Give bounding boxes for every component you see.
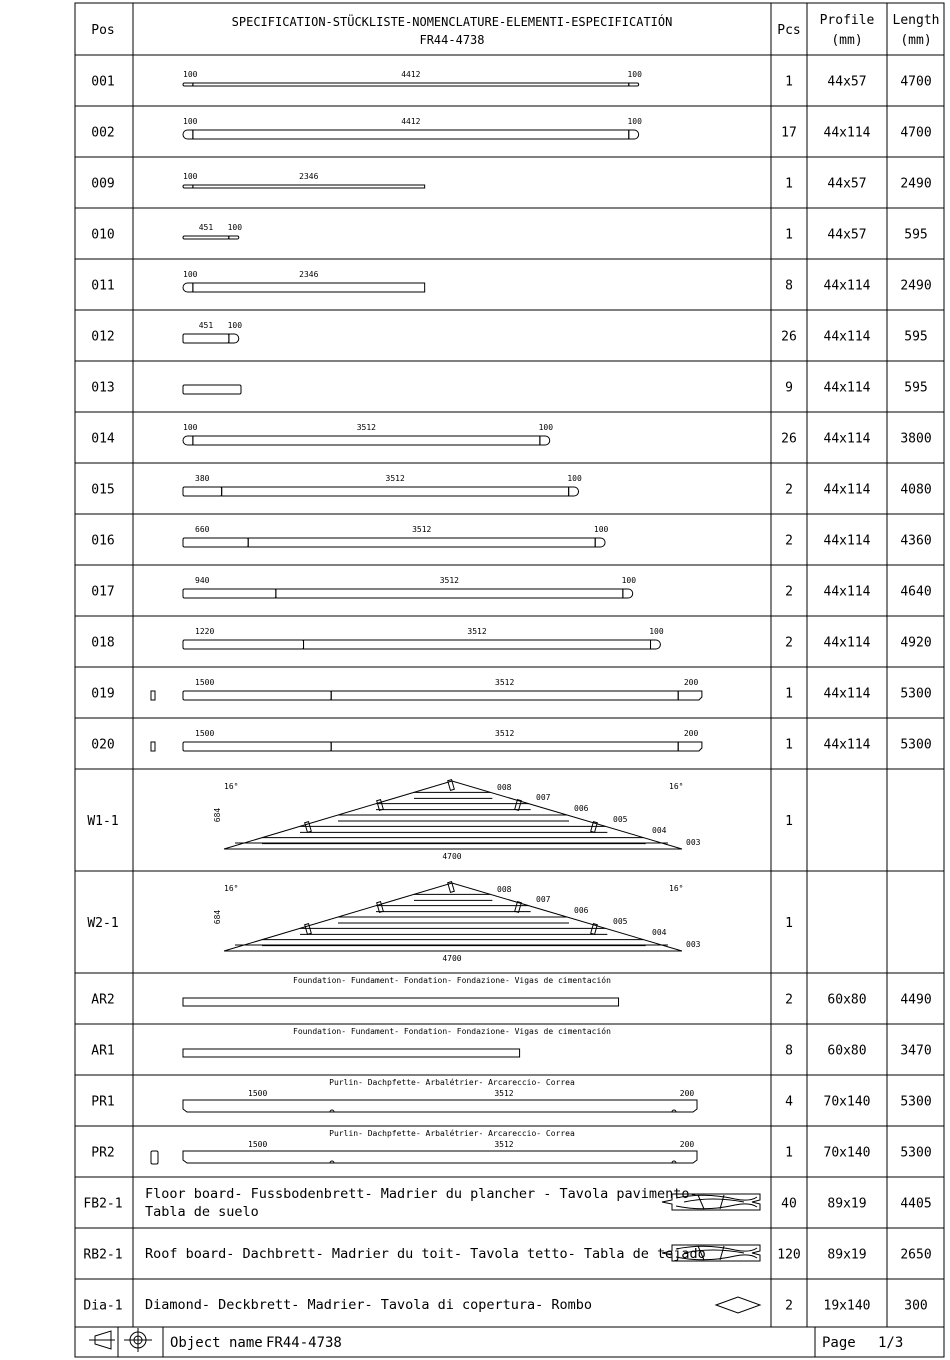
dimension-label: 100 <box>227 223 243 232</box>
pcs-cell: 120 <box>777 1247 801 1263</box>
pcs-cell: 2 <box>785 533 793 549</box>
object-name-label: Object name <box>170 1335 263 1351</box>
table-row <box>91 117 931 141</box>
pos-cell: 009 <box>91 176 115 192</box>
log-segment <box>276 589 623 598</box>
dimension-label: 100 <box>538 423 554 432</box>
profile-cell: 89x19 <box>827 1247 867 1263</box>
pcs-header: Pcs <box>777 23 801 38</box>
pcs-cell: 1 <box>785 176 793 192</box>
purlin-drawing <box>151 1128 697 1164</box>
title-block <box>89 1328 903 1352</box>
dimension-label: 200 <box>679 1140 695 1149</box>
pos-cell: RB2-1 <box>83 1247 123 1263</box>
log-drawing <box>151 678 702 700</box>
gable-drawing <box>213 882 701 963</box>
pcs-cell: 2 <box>785 635 793 651</box>
log-drawing <box>183 525 609 547</box>
parts-rows <box>83 70 931 1314</box>
purlin-caption: Purlin- Dachpfette- Arbalétrier- Arcareccio- Correa <box>329 1129 575 1138</box>
pcs-cell: 1 <box>785 74 793 90</box>
pos-cell: Dia-1 <box>83 1298 123 1314</box>
beam-outline <box>183 1049 520 1057</box>
pcs-cell: 26 <box>781 329 797 345</box>
table-row <box>83 1297 927 1314</box>
log-end-segment <box>183 436 193 445</box>
profile-cell: 44x114 <box>823 278 871 294</box>
pcs-cell: 40 <box>781 1196 797 1212</box>
log-segment <box>183 487 222 496</box>
length-header: Length <box>892 13 940 28</box>
pos-cell: 012 <box>91 329 115 345</box>
dimension-label: 3512 <box>494 1140 514 1149</box>
pos-cell: 017 <box>91 584 115 600</box>
dimension-label: 3512 <box>356 423 377 432</box>
log-drawing <box>183 423 553 445</box>
length-cell: 595 <box>904 380 928 396</box>
log-drawing <box>183 70 642 86</box>
pos-cell: 019 <box>91 686 115 702</box>
part-label: 004 <box>652 826 667 835</box>
page-number: 1/3 <box>878 1335 904 1351</box>
height-label: 684 <box>213 909 222 925</box>
log-segment <box>183 538 248 547</box>
log-segment <box>222 487 569 496</box>
part-label: 003 <box>686 838 701 847</box>
dimension-label: 2346 <box>299 270 319 279</box>
width-label: 4700 <box>442 954 462 963</box>
table-row <box>91 70 931 90</box>
dimension-label: 940 <box>195 576 210 585</box>
dimension-label: 1220 <box>195 627 215 636</box>
dimension-label: 2346 <box>299 172 319 181</box>
dimension-label: 1500 <box>248 1089 268 1098</box>
table-row <box>91 525 931 549</box>
table-row <box>91 1026 931 1059</box>
dimension-label: 100 <box>183 70 198 79</box>
pos-cell: 015 <box>91 482 115 498</box>
section-mark <box>151 691 155 700</box>
pos-cell: 013 <box>91 380 115 396</box>
profile-cell: 44x57 <box>827 74 867 90</box>
log-end-segment <box>183 283 193 292</box>
table-row <box>83 1245 931 1263</box>
log-segment <box>193 130 629 139</box>
pcs-cell: 1 <box>785 916 793 931</box>
board-row-content <box>145 1186 760 1220</box>
log-end-segment <box>595 538 605 547</box>
length-cell: 300 <box>904 1298 928 1314</box>
log-end-segment <box>569 487 579 496</box>
dimension-label: 100 <box>593 525 609 534</box>
dimension-label: 100 <box>183 117 198 126</box>
purlin-drawing <box>183 1077 697 1112</box>
log-segment <box>304 640 651 649</box>
length-cell: 5300 <box>900 1145 932 1161</box>
profile-cell: 44x114 <box>823 329 871 345</box>
dimension-label: 3512 <box>439 576 459 585</box>
board-description: Diamond- Deckbrett- Madrier- Tavola di copertura- Rombo <box>145 1297 593 1313</box>
dimension-label: 4412 <box>401 70 421 79</box>
dimension-label: 4412 <box>401 117 421 126</box>
pcs-cell: 17 <box>781 125 797 141</box>
table-row <box>91 172 931 192</box>
profile-cell: 44x114 <box>823 431 871 447</box>
table-row <box>87 882 793 963</box>
dimension-label: 3512 <box>385 474 405 483</box>
table-row <box>91 1128 931 1164</box>
pos-cell: 020 <box>91 737 115 753</box>
purlin-outline <box>183 1151 697 1163</box>
log-drawing <box>183 270 425 292</box>
length-cell: 5300 <box>900 686 932 702</box>
log-segment <box>183 385 241 394</box>
log-segment <box>331 691 678 700</box>
profile-cell: 19x140 <box>823 1298 871 1314</box>
length-cell: 595 <box>904 329 928 345</box>
pos-cell: 001 <box>91 74 115 90</box>
length-cell: 4490 <box>900 992 932 1008</box>
section-mark <box>151 1151 158 1164</box>
dimension-label: 451 <box>198 223 214 232</box>
dimension-label: 200 <box>683 678 699 687</box>
pos-cell: 010 <box>91 227 115 243</box>
table-row <box>91 975 931 1008</box>
table-row <box>91 474 931 498</box>
table-row <box>91 627 931 651</box>
pos-cell: PR2 <box>91 1145 115 1161</box>
log-drawing <box>183 117 642 139</box>
part-label: 007 <box>536 895 551 904</box>
part-label: 005 <box>613 917 628 926</box>
dimension-label: 1500 <box>195 729 215 738</box>
log-end-segment <box>229 334 239 343</box>
log-segment <box>183 589 276 598</box>
part-label: 003 <box>686 940 701 949</box>
pcs-cell: 9 <box>785 380 793 396</box>
table-row <box>91 321 927 345</box>
profile-header: Profile <box>819 13 875 28</box>
profile-cell: 44x114 <box>823 584 871 600</box>
length-cell: 3800 <box>900 431 932 447</box>
dimension-label: 100 <box>183 270 198 279</box>
table-row <box>91 223 927 243</box>
log-end-segment <box>678 691 702 700</box>
beam-drawing <box>183 975 619 1006</box>
pos-cell: W1-1 <box>87 814 119 829</box>
profile-cell: 70x140 <box>823 1145 871 1161</box>
log-segment <box>183 691 331 700</box>
part-label: 004 <box>652 928 667 937</box>
length-cell: 2650 <box>900 1247 932 1263</box>
dimension-label: 100 <box>567 474 582 483</box>
beam-caption: Foundation- Fundament- Fondation- Fondazione- Vigas de cimentación <box>293 1027 611 1036</box>
length-cell: 4405 <box>900 1196 932 1212</box>
table-header <box>91 13 939 48</box>
profile-cell: 44x114 <box>823 635 871 651</box>
pcs-cell: 8 <box>785 278 793 294</box>
pcs-cell: 2 <box>785 584 793 600</box>
dimension-label: 380 <box>195 474 210 483</box>
profile-cell: 44x114 <box>823 533 871 549</box>
beam-drawing <box>183 1026 611 1057</box>
width-label: 4700 <box>442 852 462 861</box>
gable-drawing <box>213 780 701 861</box>
dimension-label: 100 <box>183 172 198 181</box>
board-description: Roof board- Dachbrett- Madrier du toit- Tavola tetto- Tabla de tejado <box>145 1246 706 1262</box>
profile-cell: 60x80 <box>827 1043 867 1059</box>
pos-cell: 016 <box>91 533 115 549</box>
length-cell: 4080 <box>900 482 932 498</box>
profile-cell: 44x114 <box>823 380 871 396</box>
log-drawing <box>183 627 664 649</box>
log-segment <box>183 334 229 343</box>
length-cell: 4360 <box>900 533 932 549</box>
log-segment <box>183 742 331 751</box>
log-segment <box>193 283 425 292</box>
pos-cell: 002 <box>91 125 115 141</box>
angle-label: 16° <box>224 782 239 791</box>
part-label: 008 <box>497 783 512 792</box>
dimension-label: 100 <box>227 321 243 330</box>
length-cell: 5300 <box>900 1094 932 1110</box>
third-angle-projection-icon <box>89 1328 152 1352</box>
pcs-cell: 2 <box>785 1298 793 1314</box>
dimension-label: 100 <box>621 576 637 585</box>
table-row <box>91 678 931 702</box>
pos-cell: PR1 <box>91 1094 115 1110</box>
length-cell: 4700 <box>900 74 932 90</box>
angle-label: 16° <box>669 782 684 791</box>
pcs-cell: 1 <box>785 686 793 702</box>
length-cell: 3470 <box>900 1043 932 1059</box>
part-label: 005 <box>613 815 628 824</box>
log-end-segment <box>629 130 639 139</box>
log-drawing <box>183 474 582 496</box>
log-end-segment <box>183 130 193 139</box>
log-drawing <box>183 576 636 598</box>
pos-header: Pos <box>91 23 115 38</box>
height-label: 684 <box>213 807 222 823</box>
dimension-label: 100 <box>627 70 642 79</box>
table-row <box>91 729 931 753</box>
part-label: 006 <box>574 804 589 813</box>
table-row <box>91 270 931 294</box>
table-row <box>91 1077 931 1112</box>
beam-caption: Foundation- Fundament- Fondation- Fondazione- Vigas de cimentación <box>293 976 611 985</box>
dimension-label: 3512 <box>495 729 515 738</box>
pos-cell: 014 <box>91 431 115 447</box>
log-segment <box>193 436 540 445</box>
part-label: 008 <box>497 885 512 894</box>
dimension-label: 100 <box>649 627 664 636</box>
log-segment <box>248 538 595 547</box>
angle-label: 16° <box>669 884 684 893</box>
length-cell: 4920 <box>900 635 932 651</box>
part-label: 007 <box>536 793 551 802</box>
log-drawing <box>183 385 241 394</box>
dimension-label: 451 <box>198 321 214 330</box>
profile-cell: 44x57 <box>827 227 867 243</box>
dimension-label: 1500 <box>248 1140 268 1149</box>
log-segment <box>193 185 425 188</box>
log-segment <box>183 236 229 239</box>
pcs-cell: 1 <box>785 227 793 243</box>
beam-outline <box>183 998 619 1006</box>
log-end-segment <box>183 83 193 86</box>
purlin-caption: Purlin- Dachpfette- Arbalétrier- Arcareccio- Correa <box>329 1078 575 1087</box>
pcs-cell: 1 <box>785 737 793 753</box>
dimension-label: 200 <box>683 729 699 738</box>
dimension-label: 3512 <box>495 678 515 687</box>
log-end-segment <box>678 742 702 751</box>
board-description: Tabla de suelo <box>145 1204 259 1220</box>
pcs-cell: 8 <box>785 1043 793 1059</box>
log-end-segment <box>229 236 239 239</box>
table-row <box>91 381 927 396</box>
board-row-content <box>145 1245 760 1262</box>
length-unit: (mm) <box>900 33 932 48</box>
table-row <box>83 1186 931 1220</box>
log-segment <box>331 742 678 751</box>
dimension-label: 3512 <box>467 627 487 636</box>
diamond-icon <box>716 1297 760 1313</box>
specification-title: SPECIFICATION-STÜCKLISTE-NOMENCLATURE-ELEMENTI-ESPECIFICATIÓN <box>231 15 673 29</box>
page-label: Page <box>822 1335 856 1351</box>
pcs-cell: 2 <box>785 482 793 498</box>
profile-cell: 44x114 <box>823 482 871 498</box>
section-mark <box>151 742 155 751</box>
dimension-label: 660 <box>195 525 210 534</box>
log-end-segment <box>183 185 193 188</box>
purlin-outline <box>183 1100 697 1112</box>
profile-cell: 44x57 <box>827 176 867 192</box>
log-drawing <box>183 172 425 188</box>
pos-cell: AR2 <box>91 992 115 1008</box>
angle-label: 16° <box>224 884 239 893</box>
log-end-segment <box>623 589 633 598</box>
table-row <box>91 576 931 600</box>
profile-cell: 44x114 <box>823 737 871 753</box>
profile-cell: 60x80 <box>827 992 867 1008</box>
profile-cell: 44x114 <box>823 686 871 702</box>
log-drawing <box>183 223 242 239</box>
dimension-label: 3512 <box>494 1089 514 1098</box>
pcs-cell: 4 <box>785 1094 793 1110</box>
dimension-label: 100 <box>183 423 198 432</box>
profile-cell: 89x19 <box>827 1196 867 1212</box>
log-end-segment <box>651 640 661 649</box>
log-drawing <box>151 729 702 751</box>
pcs-cell: 26 <box>781 431 797 447</box>
pcs-cell: 1 <box>785 1145 793 1161</box>
specification-subtitle: FR44-4738 <box>419 33 485 47</box>
profile-unit: (mm) <box>831 33 863 48</box>
board-description: Floor board- Fussbodenbrett- Madrier du plancher - Tavola pavimento- <box>145 1186 698 1202</box>
table-row <box>91 423 931 447</box>
log-end-segment <box>629 83 639 86</box>
dimension-label: 1500 <box>195 678 215 687</box>
length-cell: 4640 <box>900 584 932 600</box>
dimension-label: 3512 <box>412 525 432 534</box>
table-row <box>87 780 793 861</box>
pos-cell: FB2-1 <box>83 1196 123 1212</box>
pos-cell: W2-1 <box>87 916 119 931</box>
log-end-segment <box>540 436 550 445</box>
dimension-label: 200 <box>679 1089 695 1098</box>
log-segment <box>183 640 304 649</box>
pos-cell: 011 <box>91 278 115 294</box>
pcs-cell: 2 <box>785 992 793 1008</box>
pos-cell: AR1 <box>91 1043 115 1059</box>
dimension-label: 100 <box>627 117 642 126</box>
profile-cell: 44x114 <box>823 125 871 141</box>
part-label: 006 <box>574 906 589 915</box>
length-cell: 4700 <box>900 125 932 141</box>
pos-cell: 018 <box>91 635 115 651</box>
object-name-value: FR44-4738 <box>266 1335 342 1351</box>
log-drawing <box>183 321 242 343</box>
board-row-content <box>145 1297 760 1313</box>
length-cell: 2490 <box>900 278 932 294</box>
profile-cell: 70x140 <box>823 1094 871 1110</box>
log-segment <box>193 83 629 86</box>
length-cell: 5300 <box>900 737 932 753</box>
length-cell: 595 <box>904 227 928 243</box>
pcs-cell: 1 <box>785 814 793 829</box>
length-cell: 2490 <box>900 176 932 192</box>
